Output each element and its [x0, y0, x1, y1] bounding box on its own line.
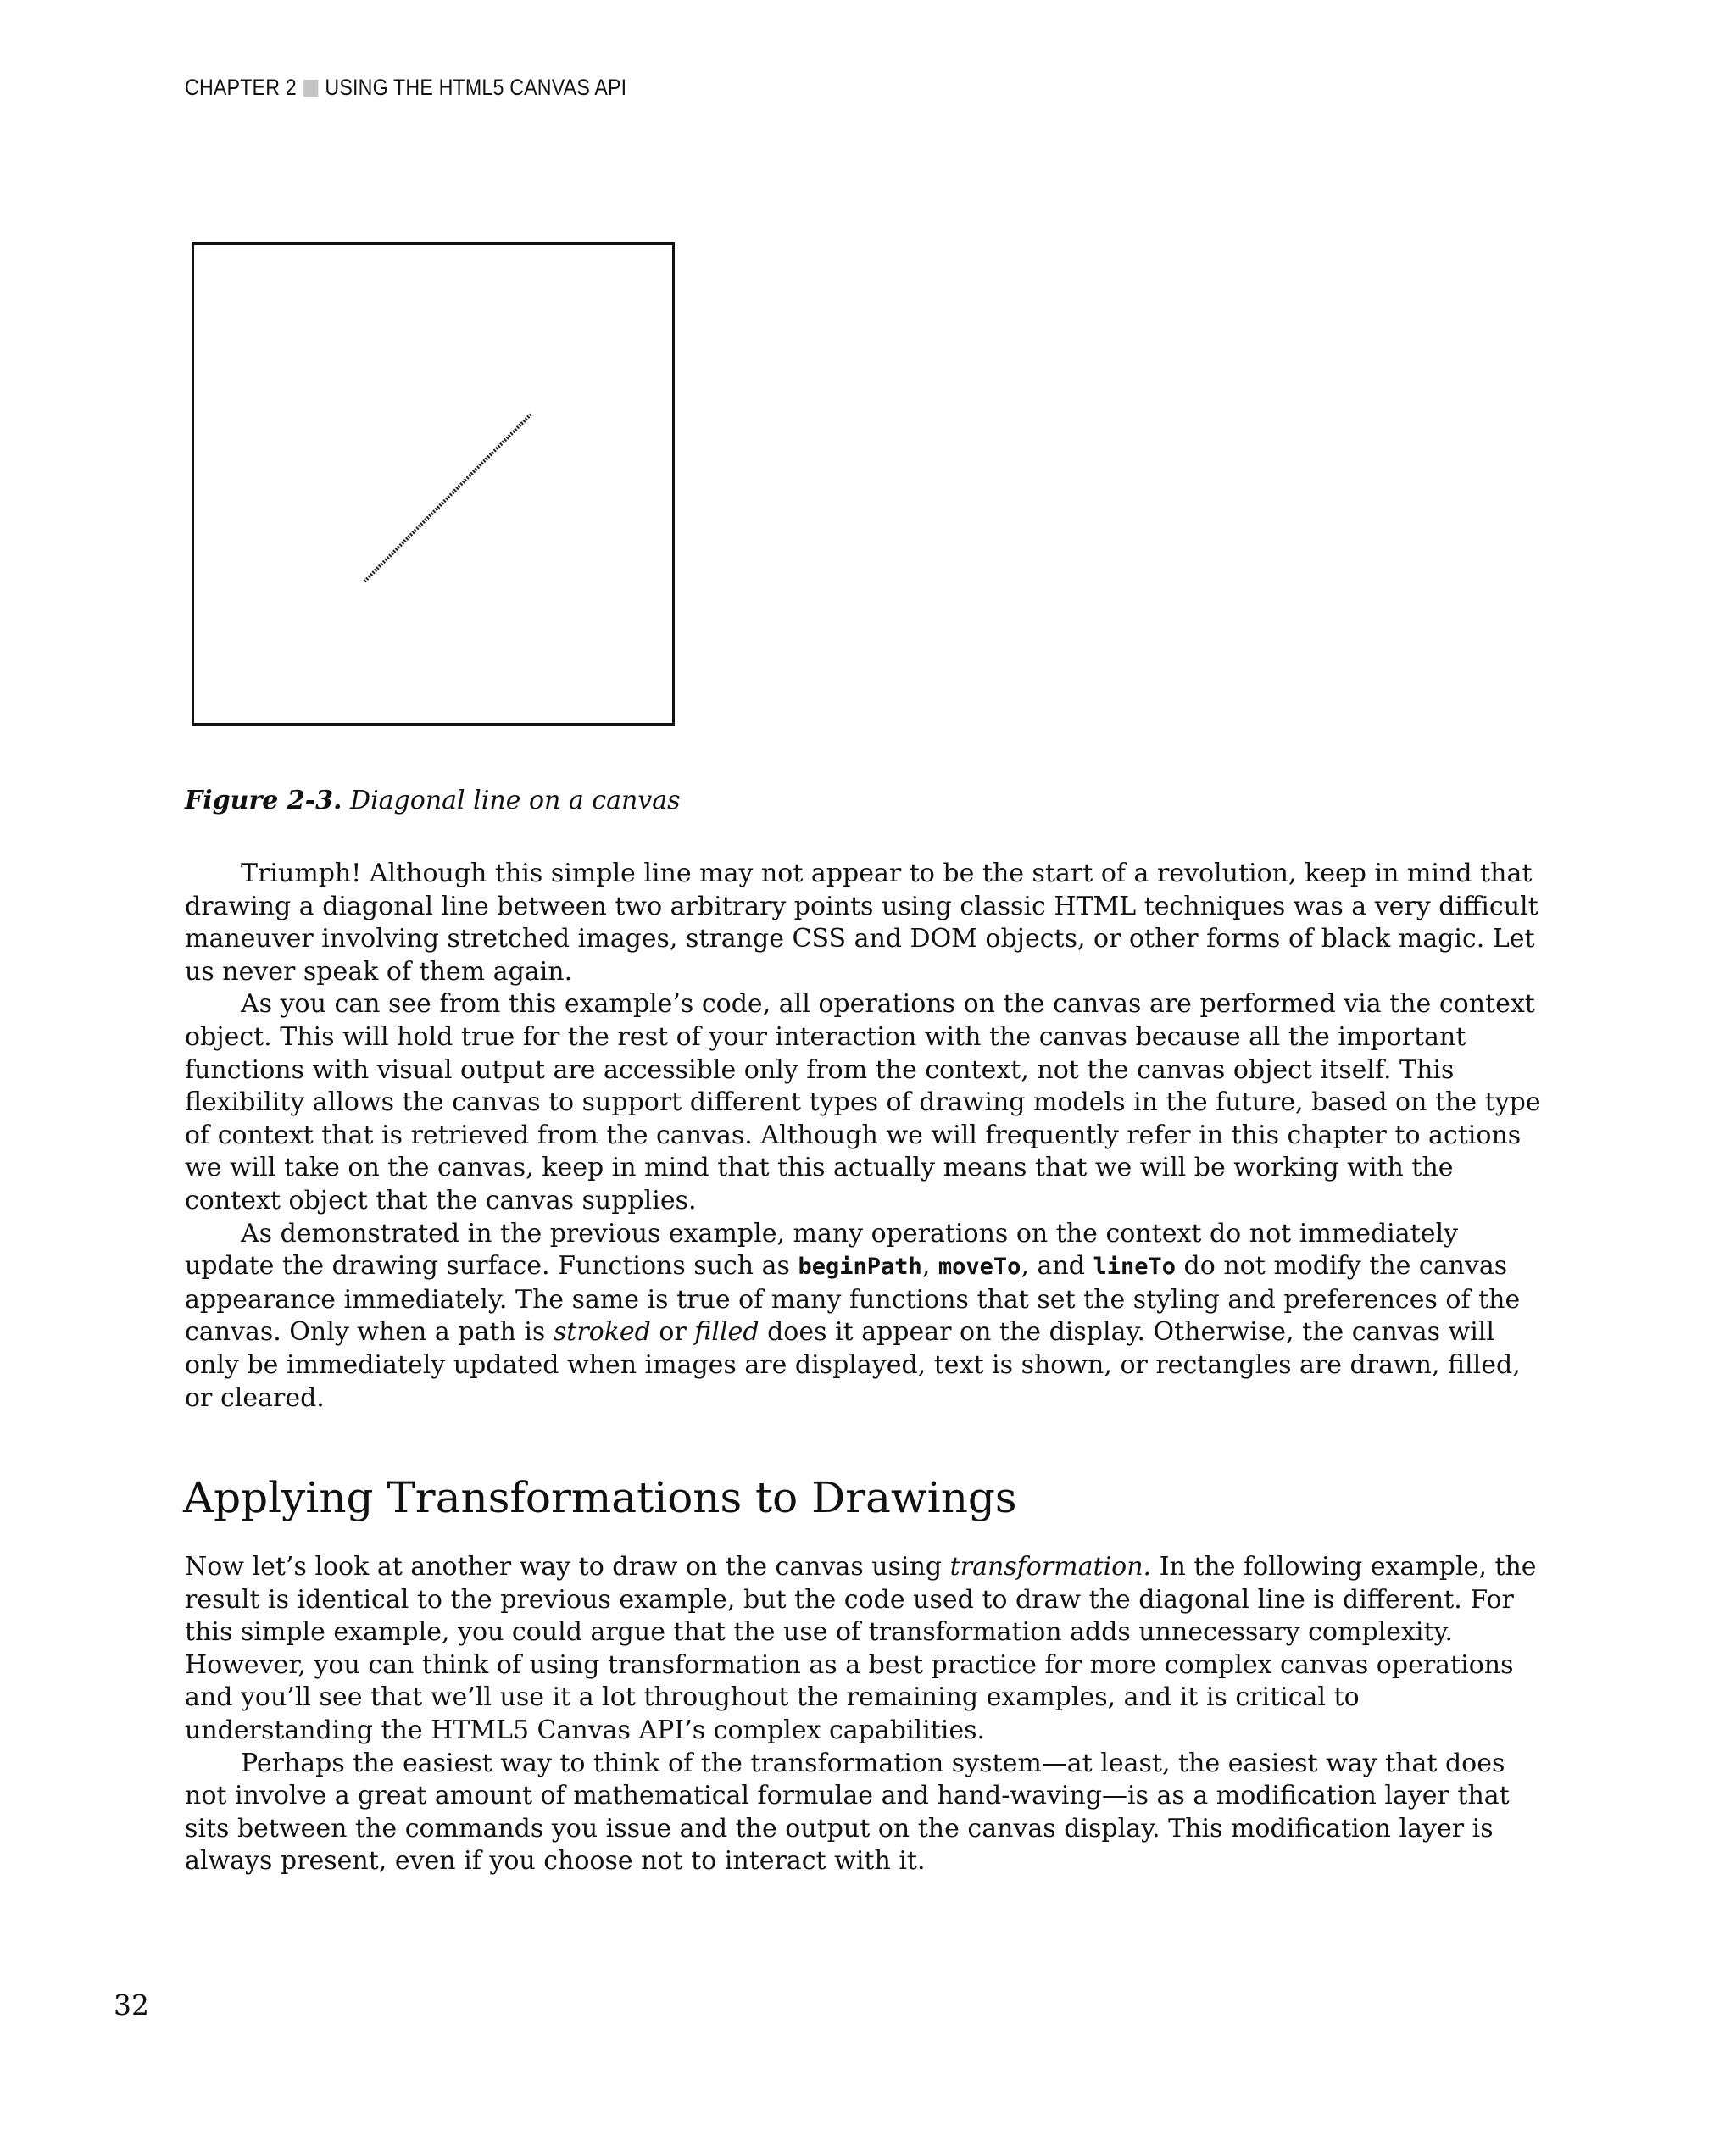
diagonal-line: [364, 414, 531, 581]
code-beginpath: beginPath: [798, 1254, 922, 1281]
body-text-block-1: [185, 858, 1541, 1415]
paragraph-context: As you can see from this example’s code, all operations on the canvas are performed via the context object. This will hold true for the rest of your interaction with the canvas because all the important functions with visual output are accessible only from the context, not the canvas object itself. This flexibility allows the canvas to support different types of drawing models in the future, based on the type of context that is retrieved from the canvas. Although we will frequently refer in this chapter to actions we will take on the canvas, keep in mind that this actually means that we will be working with the context object that the canvas supplies.: [185, 989, 1541, 1215]
emphasis-filled: filled: [694, 1317, 760, 1348]
code-moveto: moveTo: [938, 1254, 1021, 1281]
figure-label: Figure 2-3.: [185, 786, 342, 815]
page-number: 32: [114, 1988, 149, 2021]
section-heading: Applying Transformations to Drawings: [183, 1473, 1017, 1522]
paragraph-drawing-surface: As demonstrated in the previous example, many operations on the context do not immediately update the drawing surface. Functions such as beginPath, moveTo, and lineTo do not modify the canvas appearance immediately. The same is true of many functions that set the styling and preferences of the canvas. Only when a path is stroked or filled does it appear on the display. Otherwise, the canvas will only be immediately updated when images are displayed, text is shown, or rectangles are drawn, filled, or cleared.: [185, 1218, 1521, 1413]
gray-square-icon: [303, 80, 318, 97]
paragraph-triumph: Triumph! Although this simple line may not appear to be the start of a revolution, keep in mind that drawing a diagonal line between two arbitrary points using classic HTML techniques was a very difficult maneuver involving stretched images, strange CSS and DOM objects, or other forms of black magic. Let us never speak of them again.: [185, 859, 1538, 987]
chapter-title: USING THE HTML5 CANVAS API: [325, 75, 627, 100]
diagonal-line-drawing: [194, 245, 672, 723]
emphasis-transformation: transformation.: [949, 1552, 1152, 1582]
figure-caption: [185, 786, 681, 815]
running-head: [185, 75, 626, 101]
chapter-label: CHAPTER 2: [185, 75, 297, 100]
body-text-block-2: [185, 1551, 1541, 1878]
paragraph-modification-layer: Perhaps the easiest way to think of the transformation system—at least, the easiest way that does not involve a great amount of mathematical formulae and hand-waving—is as a modification layer that sits between the commands you issue and the output on the canvas display. This modification layer is always present, even if you choose not to interact with it.: [185, 1748, 1510, 1877]
code-lineto: lineTo: [1093, 1254, 1177, 1281]
paragraph-transformation-intro: Now let’s look at another way to draw on the canvas using transformation. In the following example, the result is identical to the previous example, but the code used to draw the diagonal line is different. For this simple example, you could argue that the use of transformation adds unnecessary complexity. However, you can think of using transformation as a best practice for more complex canvas operations and you’ll see that we’ll use it a lot throughout the remaining examples, and it is critical to understanding the HTML5 Canvas API’s complex capabilities.: [185, 1552, 1537, 1745]
emphasis-stroked: stroked: [553, 1317, 651, 1348]
figure-caption-text: Diagonal line on a canvas: [350, 786, 681, 815]
canvas-figure: [192, 242, 675, 726]
